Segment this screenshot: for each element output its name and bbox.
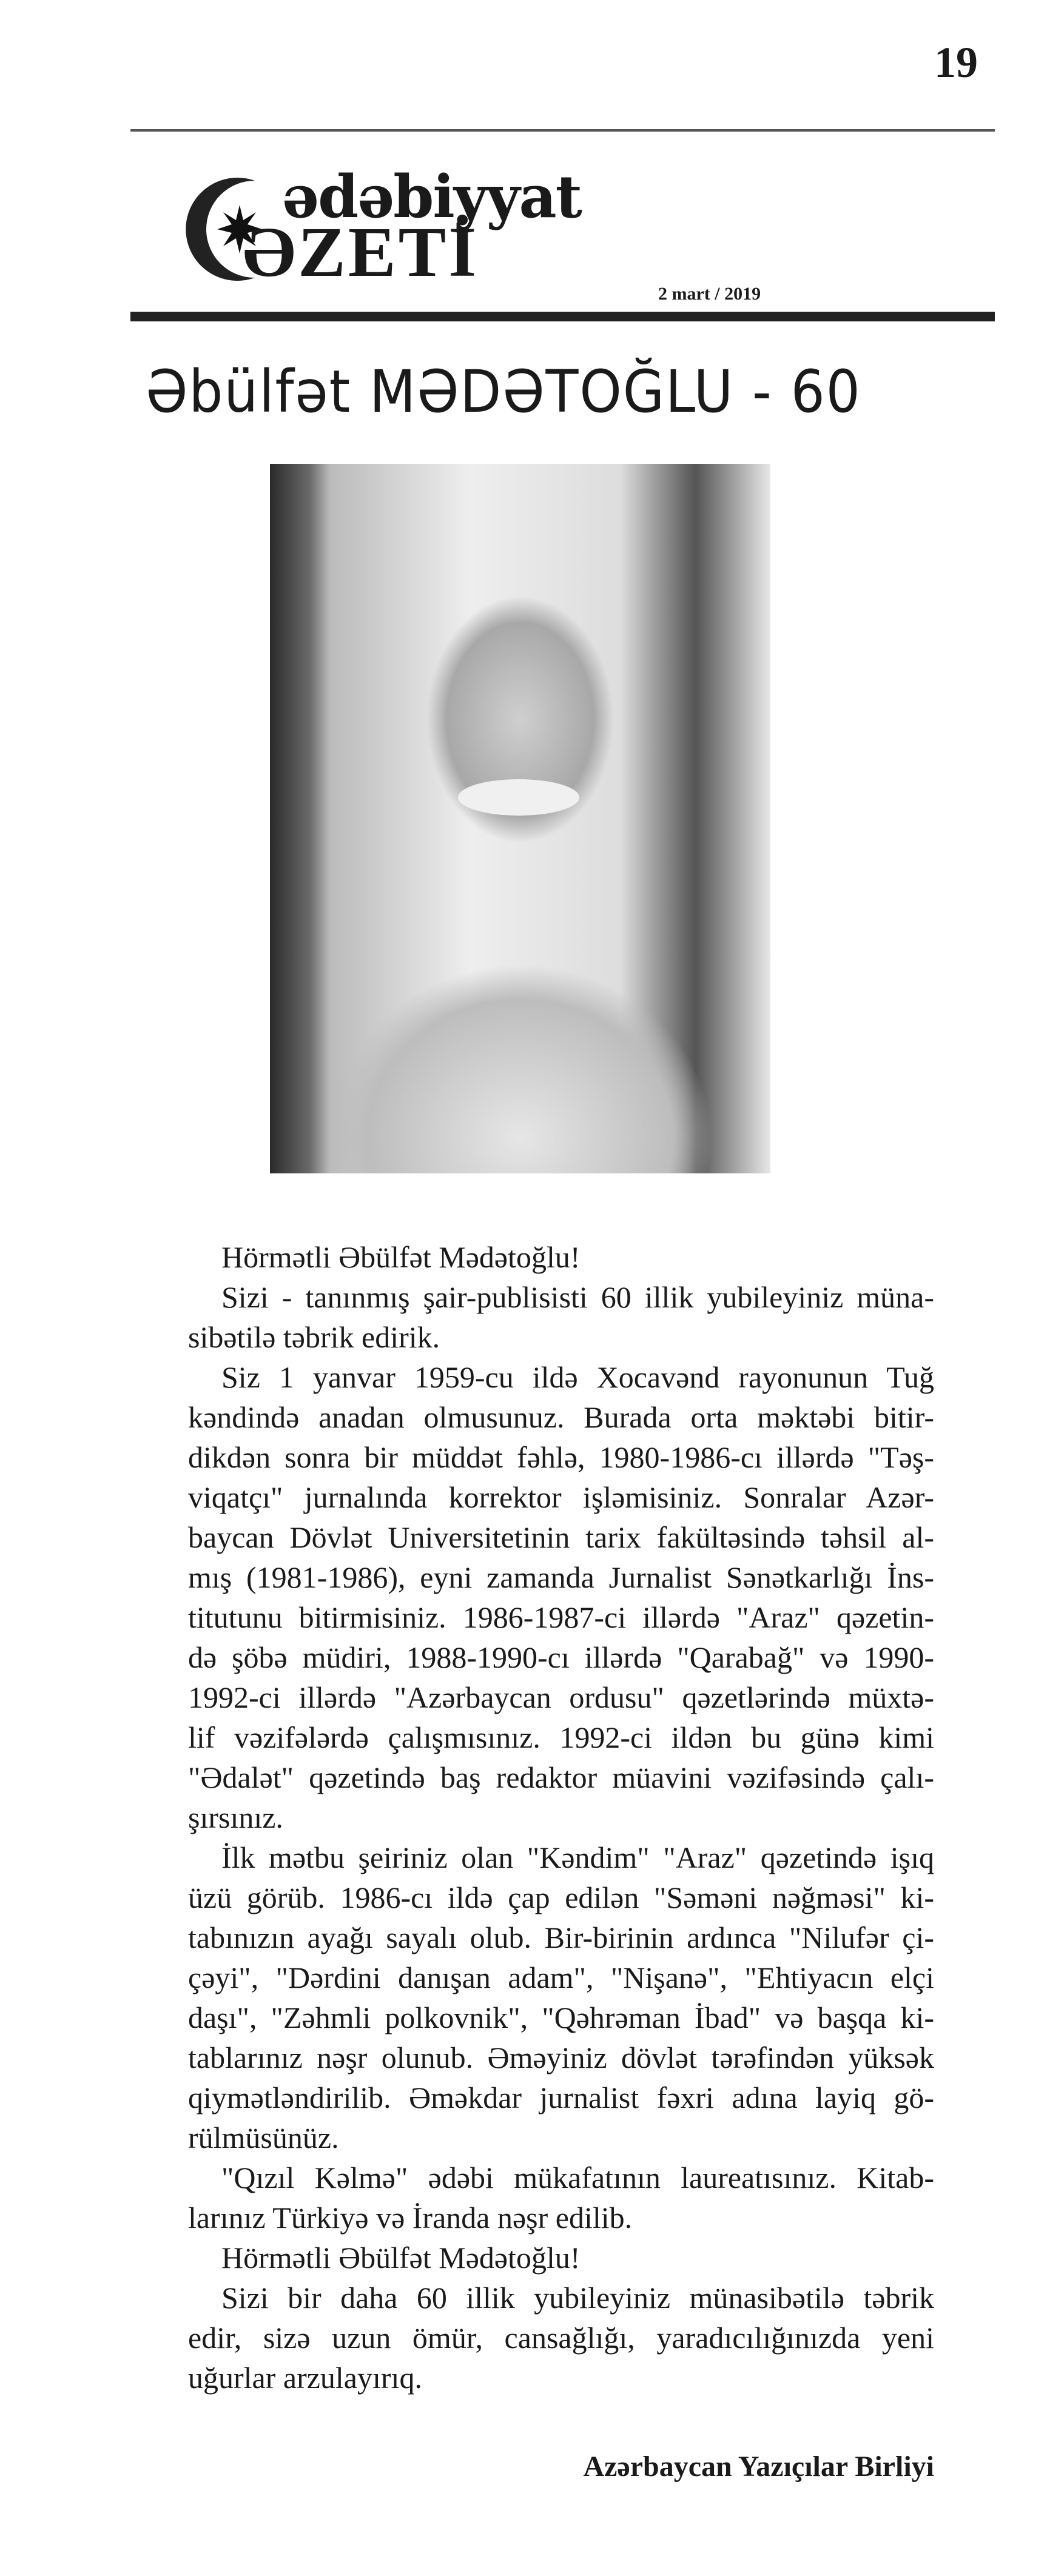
text-line: üzü görüb. 1986-cı ildə çap edilən "Səməni nəğməsi" ki- bbox=[188, 1880, 934, 1914]
text-line: də şöbə müdiri, 1988-1990-cı illərdə "Qarabağ" və 1990- bbox=[188, 1640, 934, 1674]
text-line: dikdən sonra bir müddət fəhlə, 1980-1986-cı illərdə "Təş- bbox=[188, 1440, 934, 1474]
text-line: daşı", "Zəhmli polkovnik", "Qəhrəman İbad" və başqa ki- bbox=[188, 2001, 934, 2034]
signature: Azərbaycan Yazıçılar Birliyi bbox=[583, 2450, 934, 2483]
text-line: qiymətləndirilib. Əməkdar jurnalist fəxri adına layiq gö- bbox=[188, 2081, 934, 2115]
top-rule bbox=[130, 129, 995, 132]
text-line: Sizi - tanınmış şair-publisisti 60 illik yubileyiniz müna- bbox=[221, 1280, 934, 1314]
text-line: "Ədalət" qəzetində baş redaktor müavini vəzifəsində çalı- bbox=[188, 1760, 934, 1794]
text-line: rülmüsünüz. bbox=[188, 2121, 339, 2155]
text-line: larınız Türkiyə və İranda nəşr edilib. bbox=[188, 2201, 633, 2235]
masthead-rule bbox=[130, 312, 995, 321]
text-line: tablarınız nəşr olunub. Əməyiniz dövlət tərəfindən yüksək bbox=[188, 2041, 934, 2075]
logo-line-1: ədəbiyyat bbox=[282, 163, 581, 231]
text-line: İlk mətbu şeiriniz olan "Kəndim" "Araz" qəzetində işıq bbox=[221, 1840, 934, 1874]
text-line: şırsınız. bbox=[188, 1800, 283, 1834]
text-line: "Qızıl Kəlmə" ədəbi mükafatının laureatısınız. Kitab- bbox=[221, 2161, 934, 2195]
text-line: çəyi", "Dərdini danışan adam", "Nişanə", "Ehtiyacın elçi bbox=[188, 1961, 934, 1994]
article-title: Əbülfət MƏDƏTOĞLU - 60 bbox=[146, 358, 861, 426]
text-line: edir, sizə uzun ömür, cansağlığı, yaradıcılığınızda yeni bbox=[188, 2321, 934, 2355]
text-line: uğurlar arzulayırıq. bbox=[188, 2361, 422, 2395]
text-line: baycan Dövlət Universitetinin tarix fakültəsində təhsil al- bbox=[188, 1520, 934, 1554]
portrait-photo bbox=[270, 464, 770, 1173]
text-line: Hörmətli Əbülfət Mədətoğlu! bbox=[221, 2241, 581, 2275]
page-number: 19 bbox=[934, 38, 978, 87]
text-line: mış (1981-1986), eyni zamanda Jurnalist Sənətkarlığı İns- bbox=[188, 1560, 934, 1594]
text-line: Sizi bir daha 60 illik yubileyiniz münasibətilə təbrik bbox=[221, 2281, 934, 2315]
text-line: viqatçı" jurnalında korrektor işləmisiniz. Sonralar Azər- bbox=[188, 1480, 934, 1514]
text-line: 1992-ci illərdə "Azərbaycan ordusu" qəzetlərində müxtə- bbox=[188, 1680, 934, 1714]
issue-date: 2 mart / 2019 bbox=[658, 284, 761, 304]
text-line: lif vəzifələrdə çalışmısınız. 1992-ci ildən bu günə kimi bbox=[188, 1720, 934, 1754]
text-line: kəndində anadan olmusunuz. Burada orta məktəbi bitir- bbox=[188, 1400, 934, 1434]
article-body bbox=[188, 1237, 934, 2398]
text-line: sibətilə təbrik edirik. bbox=[188, 1320, 440, 1354]
logo-line-2: ƏZETİ bbox=[243, 212, 479, 292]
text-line: Siz 1 yanvar 1959-cu ildə Xocavənd rayonunun Tuğ bbox=[221, 1360, 934, 1394]
text-line: Hörmətli Əbülfət Mədətoğlu! bbox=[221, 1240, 581, 1274]
text-line: tabınızın ayağı sayalı olub. Bir-birinin ardınca "Nilufər çi- bbox=[188, 1920, 934, 1954]
text-line: titutunu bitirmisiniz. 1986-1987-ci illərdə "Araz" qəzetin- bbox=[188, 1600, 934, 1634]
newspaper-logo bbox=[182, 163, 594, 290]
